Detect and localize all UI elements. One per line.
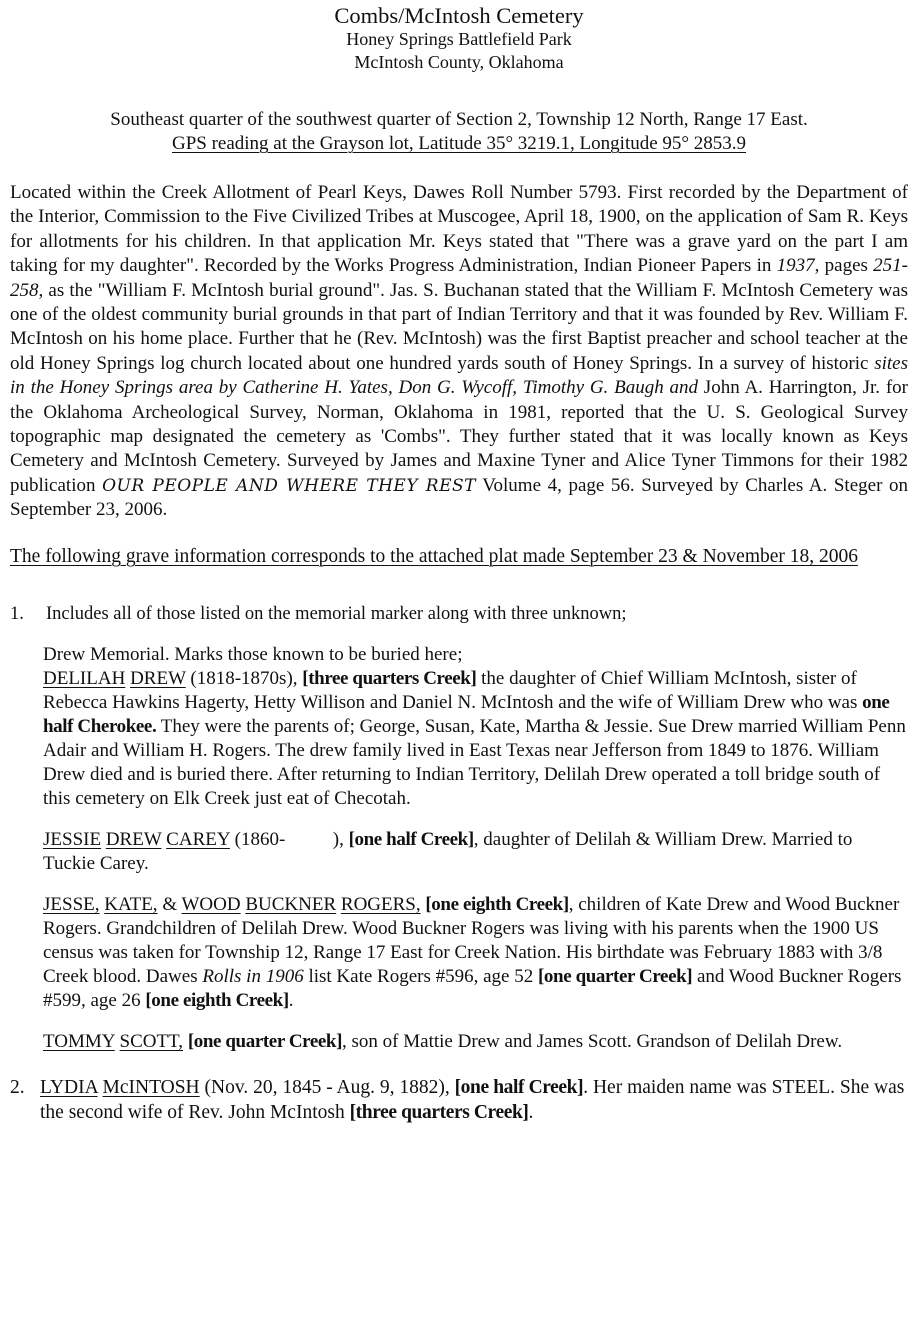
legal-description: Southeast quarter of the southwest quarter of Section 2, Township 12 North, Range 17 East.	[110, 109, 808, 130]
burial-text: They were the parents of; George, Susan, Kate, Martha & Jessie. Sue Drew married William Penn Adair and William H. Rogers. The drew family lived in East Texas near Jefferson from 1849 to 1876. William Drew died and is buried there. After returning to Indian Territory, Delilah Drew operated a toll bridge south of this cemetery on Elk Creek just eat of Checotah.	[43, 716, 906, 810]
burial-name: DELILAH	[43, 668, 126, 690]
burial-text: , daughter of Delilah & William Drew. Married to Tuckie Carey.	[43, 829, 853, 875]
ampersand: &	[157, 894, 182, 916]
item-text: Includes all of those listed on the memorial marker along with three unknown;	[46, 604, 627, 625]
blood-quantum: [three quarters Creek]	[302, 668, 477, 690]
burial-name: SCOTT,	[119, 1031, 184, 1053]
burial-text: and Wood Buckner Rogers #599, age 26	[43, 966, 902, 1012]
burial-name: DREW	[105, 829, 162, 851]
burial-name: ROGERS,	[340, 894, 421, 916]
blood-quantum: [one quarter Creek]	[538, 966, 693, 988]
plat-intro: The following grave information corresponds to the attached plat made September 23 & November 18, 2006	[10, 545, 859, 567]
dawes-rolls: Rolls in 1906	[202, 966, 304, 988]
burial-dates: (1860- ),	[229, 829, 349, 851]
blood-quantum: [one half Creek]	[348, 829, 474, 851]
park-name: Honey Springs Battlefield Park	[346, 29, 572, 49]
burial-name: DREW	[130, 668, 186, 690]
memorial-note: Drew Memorial. Marks those known to be buried here;	[43, 644, 463, 666]
burial-name: WOOD	[181, 894, 241, 916]
blood-quantum: [one eighth Creek]	[425, 894, 569, 916]
burial-name: LYDIA	[40, 1077, 98, 1099]
rogers-entry	[43, 893, 908, 1013]
history-text-3: , as the "William F. McIntosh burial ground". Jas. S. Buchanan stated that the William F. McIntosh Cemetery was one of the oldest community burial grounds in that part of Indian Territory and that it was founded by Rev. William F. McIntosh on his home place. Further that he (Rev. McIntosh) was the first Baptist preacher and school teacher at the old Honey Springs log church located about one hundred yards south of Honey Springs. In a survey of historic	[10, 279, 908, 374]
blood-quantum: [three quarters Creek]	[349, 1102, 529, 1124]
history-year: 1937	[776, 255, 815, 277]
cemetery-title: Combs/McIntosh Cemetery	[334, 3, 584, 28]
history-pages: 251-258	[10, 255, 908, 301]
jessie-drew-carey-entry	[43, 828, 908, 876]
lydia-mcintosh-entry	[40, 1075, 908, 1125]
item-number: 2.	[10, 1077, 25, 1099]
county-name: McIntosh County, Oklahoma	[354, 52, 564, 72]
item-number: 1.	[10, 604, 24, 625]
burial-text: , children of Kate Drew and Wood Buckner Rogers. Grandchildren of Delilah Drew. Wood Buckner Rogers was living with his parents when the 1900 US census was taken for Township 12, Range 17 East for Creek Nation. His birthdate was February 1883 with 3/8 Creek blood. Dawes	[43, 894, 900, 988]
burial-text: list Kate Rogers #596, age 52	[303, 966, 538, 988]
book-title: OUR PEOPLE AND WHERE THEY REST	[102, 475, 476, 496]
history-text-1: Located within the Creek Allotment of Pearl Keys, Dawes Roll Number 5793. First recorded by the Department of the Interior, Commission to the Five Civilized Tribes at Muscogee, April 18, 1900, on the application of Sam R. Keys for allotments for his children. In that application Mr. Keys stated that "There was a grave yard on the part I am taking for my daughter". Recorded by the Works Progress Administration, Indian Pioneer Papers in	[10, 182, 908, 277]
burial-text: . Her maiden name was STEEL. She was the second wife of Rev. John McIntosh	[40, 1077, 905, 1124]
burial-name: KATE,	[104, 894, 158, 916]
history-text-2: , pages	[814, 255, 874, 277]
location-block	[10, 108, 908, 156]
burial-text: , son of Mattie Drew and James Scott. Grandson of Delilah Drew.	[342, 1031, 843, 1053]
history-text-4: John A. Harrington, Jr. for the Oklahoma Archeological Survey, Norman, Oklahoma in 1981, reported that the U. S. Geological Survey topographic map designated the cemetery as 'Combs". They further stated that it was locally known as Keys Cemetery and McIntosh Cemetery. Surveyed by James and Maxine Tyner and Alice Tyner Timmons for their 1982 publication	[10, 377, 908, 496]
period: .	[288, 990, 294, 1012]
list-item	[10, 603, 908, 626]
blood-quantum: [one quarter Creek]	[187, 1031, 343, 1053]
tommy-scott-entry	[43, 1030, 908, 1054]
burial-name: McINTOSH	[102, 1077, 200, 1099]
delilah-drew-entry	[43, 667, 908, 811]
drew-memorial-entry	[43, 643, 908, 811]
blood-quantum: one half Cherokee.	[43, 692, 890, 738]
burial-name: JESSIE	[43, 829, 102, 851]
survey-citation: sites in the Honey Springs area by Catherine H. Yates, Don G. Wycoff, Timothy G. Baugh and	[10, 352, 908, 399]
period: .	[528, 1102, 534, 1124]
burial-name: BUCKNER	[245, 894, 337, 916]
gps-reading: GPS reading at the Grayson lot, Latitude 35° 3219.1, Longitude 95° 2853.9	[171, 133, 747, 154]
burial-dates: (Nov. 20, 1845 - Aug. 9, 1882),	[199, 1077, 455, 1099]
blood-quantum: [one eighth Creek]	[145, 990, 289, 1012]
document-header	[10, 0, 908, 74]
history-text-5: Volume 4, page 56. Surveyed by Charles A. Steger on September 23, 2006.	[10, 474, 908, 521]
burial-text: the daughter of Chief William McIntosh, sister of Rebecca Hawkins Hagerty, Hetty Willison and Daniel N. McIntosh and the wife of William Drew who was	[43, 668, 863, 714]
list-item	[10, 1075, 908, 1125]
burial-dates: (1818-1870s),	[185, 668, 303, 690]
burial-name: JESSE,	[43, 894, 100, 916]
blood-quantum: [one half Creek]	[454, 1077, 584, 1099]
burial-name: CAREY	[166, 829, 230, 851]
burial-name: TOMMY	[43, 1031, 115, 1053]
history-paragraph	[10, 181, 908, 523]
